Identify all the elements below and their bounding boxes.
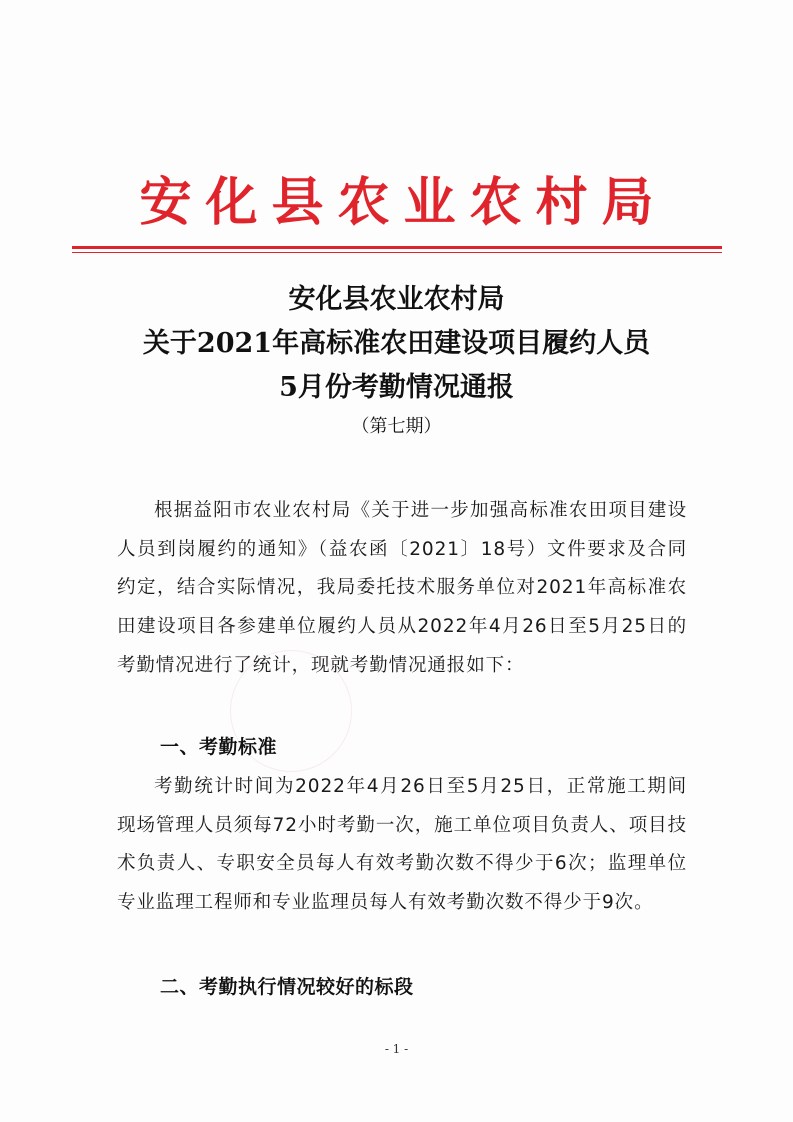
document-title-line-1: 安化县农业农村局 <box>288 284 505 315</box>
document-title-line-3: 5月份考勤情况通报 <box>279 372 514 403</box>
section-heading-1: 一、考勤标准 <box>160 736 278 758</box>
page-number: - 1 - <box>384 1042 409 1056</box>
intro-paragraph: 根据益阳市农业农村局《关于进一步加强高标准农田项目建设人员到岗履约的通知》（益农函〔2021〕18号）文件要求及合同约定，结合实际情况，我局委托技术服务单位对2021年高标准农田建设项目各参建单位履约人员从2022年4月26日至5月25日的考勤情况进行了统计，现就考勤情况通报如下： <box>117 500 687 676</box>
document-title-line-2: 关于2021年高标准农田建设项目履约人员 <box>142 328 651 359</box>
letterhead-red-rule-thick <box>72 246 722 249</box>
issue-number: （第七期） <box>351 416 442 437</box>
section-heading-2: 二、考勤执行情况较好的标段 <box>160 976 414 998</box>
section-1-paragraph: 考勤统计时间为2022年4月26日至5月25日，正常施工期间现场管理人员须每72小时考勤一次，施工单位项目负责人、项目技术负责人、专职安全员每人有效考勤次数不得少于6次；监理单位专业监理工程师和专业监理员每人有效考勤次数不得少于9次。 <box>117 776 687 914</box>
letterhead-red-rule-thin <box>72 252 722 253</box>
letterhead-title: 安化县农业农村局 <box>139 172 668 233</box>
